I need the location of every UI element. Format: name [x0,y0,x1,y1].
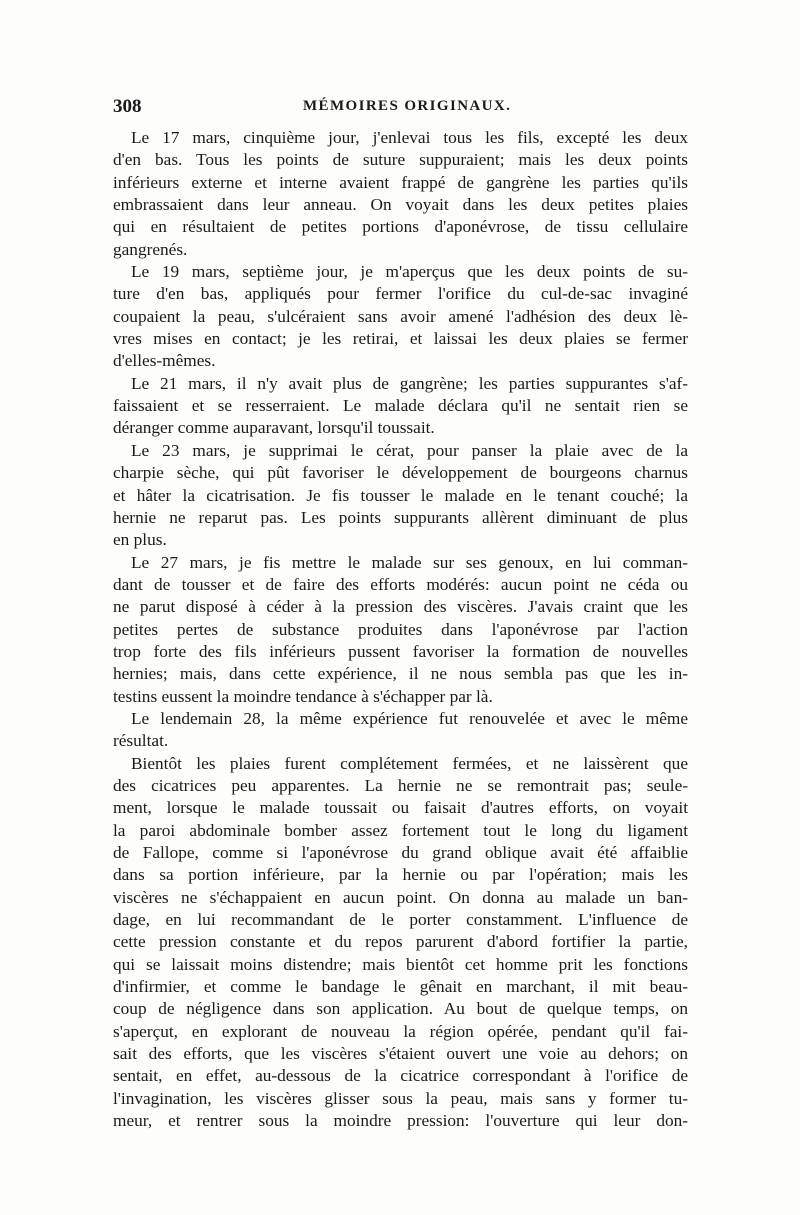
text-line: sait des efforts, que les viscères s'étaient ouvert une voie au dehors; on [113,1044,688,1064]
text-line: coupaient la peau, s'ulcéraient sans avoir amené l'adhésion des deux lè- [113,306,688,326]
text-line: d'elles-mêmes. [113,351,216,371]
text-line: Bientôt les plaies furent complétement fermées, et ne laissèrent que [131,753,688,773]
text-line: s'aperçut, en explorant de nouveau la région opérée, pendant qu'il fai- [113,1021,688,1041]
text-line: résultat. [113,731,169,751]
page-header [113,96,688,120]
text-line: dans sa portion inférieure, par la hernie ou par l'opération; mais les [113,865,688,885]
text-line: l'invagination, les viscères glisser sous la peau, mais sans y former tu- [113,1088,688,1108]
text-line: Le 21 mars, il n'y avait plus de gangrène; les parties suppurantes s'af- [131,373,688,393]
text-line: charpie sèche, qui pût favoriser le développement de bourgeons charnus [113,463,688,483]
text-line: d'infirmier, et comme le bandage le gênait en marchant, il mit beau- [113,977,688,997]
text-line: dant de tousser et de faire des efforts modérés: aucun point ne céda ou [113,574,688,594]
text-line: vres mises en contact; je les retirai, et laissai les deux plaies se fermer [113,329,688,349]
text-line: sentait, en effet, au-dessous de la cicatrice correspondant à l'orifice de [113,1066,688,1086]
text-line: dage, en lui recommandant de le porter constamment. L'influence de [113,910,688,930]
text-line: hernies; mais, dans cette expérience, il ne nous sembla pas que les in- [113,664,688,684]
text-line: Le lendemain 28, la même expérience fut renouvelée et avec le même [131,708,688,728]
text-line: des cicatrices peu apparentes. La hernie ne se remontrait pas; seule- [113,775,688,795]
paragraph [113,753,688,1133]
text-line: viscères ne s'échappaient en aucun point. On donna au malade un ban- [113,887,688,907]
text-line: faissaient et se resserraient. Le malade déclara qu'il ne sentait rien se [113,396,688,416]
text-line: ment, lorsque le malade toussait ou faisait d'autres efforts, on voyait [113,798,688,818]
text-line: meur, et rentrer sous la moindre pression: l'ouverture qui leur don- [113,1111,688,1131]
paragraph [113,552,688,708]
paragraph [113,440,688,552]
text-line: la paroi abdominale bomber assez fortement tout le long du ligament [113,820,688,840]
text-line: cette pression constante et du repos parurent d'abord fortifier la partie, [113,932,688,952]
text-line: ne parut disposé à céder à la pression des viscères. J'avais craint que les [113,597,688,617]
text-line: de Fallope, comme si l'aponévrose du grand oblique avait été affaiblie [113,843,688,862]
running-head: MÉMOIRES ORIGINAUX. [303,98,512,114]
text-line: embrassaient dans leur anneau. On voyait dans les deux petites plaies [113,195,688,215]
text-line: Le 17 mars, cinquième jour, j'enlevai tous les fils, excepté les deux [131,128,688,147]
text-line: coup de négligence dans son application. Au bout de quelque temps, on [113,999,688,1019]
text-line: Le 27 mars, je fis mettre le malade sur ses genoux, en lui comman- [131,552,688,572]
paragraph [113,373,688,440]
text-line: Le 23 mars, je supprimai le cérat, pour panser la plaie avec de la [131,440,688,460]
text-line: qui en résultaient de petites portions d'aponévrose, de tissu cellulaire [113,217,688,237]
text-line: en plus. [113,530,167,550]
text-line: trop forte des fils inférieurs pussent favoriser la formation de nouvelles [113,641,688,661]
text-line: et hâter la cicatrisation. Je fis tousser le malade en le tenant couché; la [113,485,688,505]
text-line: petites pertes de substance produites dans l'aponévrose par l'action [113,619,688,639]
text-line: qui se laissait moins distendre; mais bientôt cet homme prit les fonctions [113,954,688,974]
text-line: gangrenés. [113,239,188,259]
text-line: ture d'en bas, appliqués pour fermer l'orifice du cul-de-sac invaginé [113,284,688,304]
text-line: hernie ne reparut pas. Les points suppurants allèrent diminuant de plus [113,507,688,527]
paragraph [113,261,688,373]
text-line: d'en bas. Tous les points de suture suppuraient; mais les deux points [113,150,688,170]
text-line: inférieurs externe et interne avaient frappé de gangrène les parties qu'ils [113,172,688,192]
text-line: Le 19 mars, septième jour, je m'aperçus que les deux points de su- [131,262,688,282]
page-number: 308 [113,96,142,117]
body-text [113,127,688,1132]
text-line: déranger comme auparavant, lorsqu'il toussait. [113,418,435,438]
paragraph [113,127,688,261]
text-line: testins eussent la moindre tendance à s'échapper par là. [113,686,493,706]
paragraph [113,708,688,753]
